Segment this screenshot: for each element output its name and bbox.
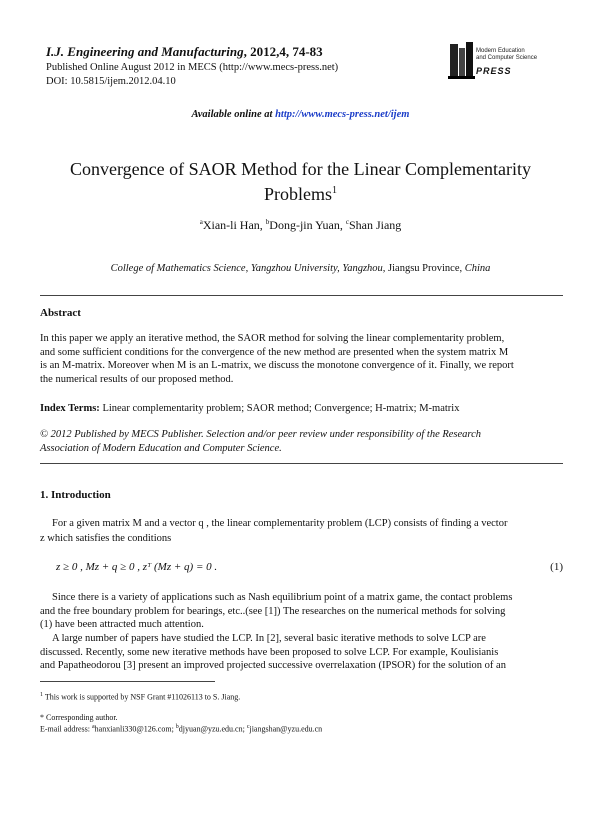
journal-citation [46,44,323,60]
corresponding-author: * Corresponding author. [40,713,118,722]
paragraph: A large number of papers have studied the LCP. In [2], several basic iterative methods to solve LCP are discussed. Recently, some new iterative methods have been proposed to solve LCP. For example, Koulisianis and Papatheodorou [3] present an improved projected successive overrelaxation (IPSOR) for the solution of an [40,633,506,671]
affiliation: College of Mathematics Science, Yangzhou University, Yangzhou, Jiangsu Province, China [110,263,491,274]
email-addresses: E-mail address: $^a$hanxianli330@126.com; $^b$djyuan@yzu.edu.cn; $^c$jiangshan@yzu.edu.cn [40,724,323,734]
abstract-heading: Abstract [40,307,81,319]
available-online: Available online at http://www.mecs-press.net/ijem [191,109,410,120]
author-list: $^a$Xian-li Han, $^b$Dong-jin Yuan, $^c$Shan Jiang [199,218,402,232]
title-footnote-mark: 1 [332,185,337,196]
footnote-divider [40,681,215,682]
paper-title: Convergence of SAOR Method for the Linear Complementarity Problems$^1$ [69,159,532,204]
journal-volume: , 2012,4, 74-83 [243,44,323,59]
section-heading: 1. Introduction [40,489,111,501]
index-terms: Index Terms: Linear complementarity problem; SAOR method; Convergence; H-matrix; M-matrix [40,403,460,414]
abstract-body: In this paper we apply an iterative method, the SAOR method for solving the linear complementarity problem, and some sufficient conditions for the convergence of the new method are presented when the system matrix M is an M-matrix. Moreover when M is an L-matrix, we discuss the monotone convergence of it. Finally, we report the numerical results of our proposed method. [40,333,514,385]
copyright-notice: © 2012 Published by MECS Publisher. Selection and/or peer review under responsibility of the Research Association of Modern Education and Computer Science. [40,429,482,454]
logo-press: PRESS [476,66,512,76]
author-name: Dong-jin Yuan, [269,218,346,232]
intro-line: For a given matrix M and a vector q , the linear complementarity problem (LCP) consists of finding a vector [52,518,508,529]
published-online: Published Online August 2012 in MECS (http://www.mecs-press.net) [46,62,339,73]
journal-name: I.J. Engineering and Manufacturing [46,44,244,59]
footnote-1: $^1$ This work is supported by NSF Grant #11026113 to S. Jiang. [40,692,241,702]
logo-text: Modern Education and Computer Science [476,48,538,61]
intro-line: z which satisfies the conditions [40,533,172,544]
author-name: Xian-li Han, [202,218,266,232]
equation-number: (1) [550,561,563,573]
book-stack-icon [448,40,476,80]
paragraph: Since there is a variety of applications such as Nash equilibrium point of a matrix game, the contact problems and the free boundary problem for bearings, etc..(see [1]) The researches on the numerical methods for solving (1) have been attracted much attention. [40,592,513,630]
equation-1 [56,561,563,573]
doi: DOI: 10.5815/ijem.2012.04.10 [46,76,176,87]
journal-url-link[interactable]: http://www.mecs-press.net/ijem [275,109,410,120]
divider [40,295,563,296]
equation-text: z ≥ 0 , Mz + q ≥ 0 , zᵀ (Mz + q) = 0 . [56,561,218,573]
mecs-logo [448,40,558,86]
divider [40,463,563,464]
author-name: Shan Jiang [348,218,402,232]
